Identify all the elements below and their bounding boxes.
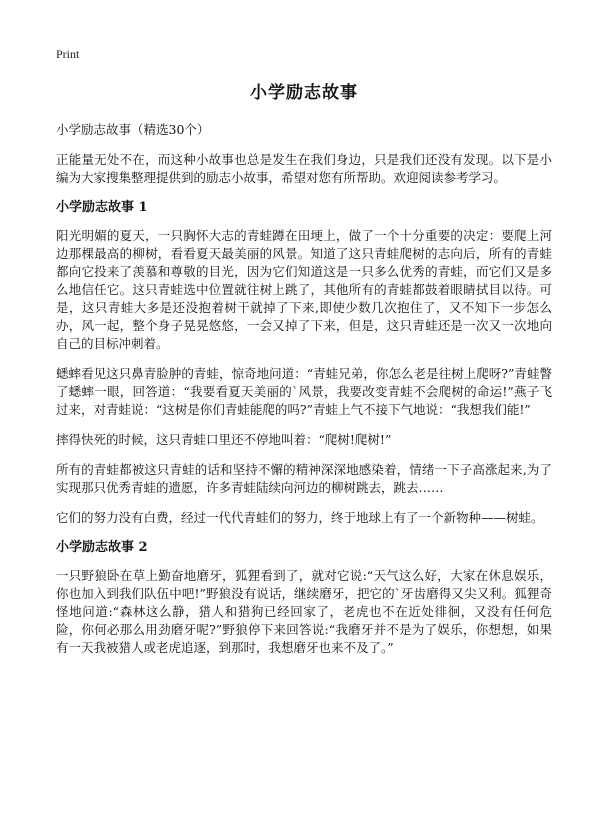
document-body: [56, 78, 552, 669]
story-2-paragraph-1: 一只野狼卧在草上勤奋地磨牙，狐狸看到了，就对它说:“天气这么好，大家在休息娱乐，你也加入到我们队伍中吧!”野狼没有说话，继续磨牙，把它的`牙齿磨得又尖又利。狐狸奇怪地问道:“森林这么静，猎人和猎狗已经回家了，老虎也不在近处徘徊，又没有任何危险，你何必那么用劲磨牙呢?”野狼停下来回答说:“我磨牙并不是为了娱乐，你想想，如果有一天我被猎人或老虎追逐，到那时，我想磨牙也来不及了。”: [56, 568, 552, 655]
section-heading-1: 小学励志故事 1: [56, 200, 148, 215]
story-1-paragraph-5: 它们的努力没有白费，经过一代代青蛙们的努力，终于地球上有了一个新物种——树蛙。: [56, 510, 544, 525]
story-1-paragraph-2: 蟋蟀看见这只鼻青脸肿的青蛙，惊奇地问道：“青蛙兄弟，你怎么老是往树上爬呀?”青蛙瞥了蟋蟀一眼，回答道：“我要看夏天美丽的`风景，我要改变青蛙不会爬树的命运!”燕子飞过来，对青蛙说：“这树是你们青蛙能爬的吗?”青蛙上气不接下气地说：“我想我们能!”: [56, 366, 552, 417]
document-subtitle: 小学励志故事（精选30个）: [56, 122, 210, 137]
section-heading-2: 小学励志故事 2: [56, 540, 148, 555]
intro-paragraph: 正能量无处不在，而这种小故事也总是发生在我们身边，只是我们还没有发现。以下是小编为大家搜集整理提供到的励志小故事，希望对您有所帮助。欢迎阅读参考学习。: [56, 152, 552, 185]
story-1-paragraph-4: 所有的青蛙都被这只青蛙的话和坚持不懈的精神深深地感染着，情绪一下子高涨起来,为了实现那只优秀青蛙的遗愿，许多青蛙陆续向河边的柳树跳去，跳去……: [56, 462, 552, 495]
print-link[interactable]: Print: [56, 47, 80, 61]
story-1-paragraph-1: 阳光明媚的夏天，一只胸怀大志的青蛙蹲在田埂上，做了一个十分重要的决定：要爬上河边那棵最高的柳树，看看夏天最美丽的风景。知道了这只青蛙爬树的志向后，所有的青蛙都向它投来了羡慕和尊敬的目光，因为它们知道这是一只多么优秀的青蛙，而它们又是多么地信任它。这只青蛙选中位置就往树上跳了，其他所有的青蛙都鼓着眼睛拭目以待。可是，这只青蛙大多是还没抱着树干就掉了下来,即使少数几次抱住了，又不知下一步怎么办，风一起，整个身子晃晃悠悠，一会又掉了下来，但是，这只青蛙还是一次又一次地向自己的目标冲刺着。: [56, 228, 552, 351]
page-title: 小学励志故事: [250, 83, 358, 103]
story-1-paragraph-3: 摔得快死的时候，这只青蛙口里还不停地叫着：“爬树!爬树!”: [56, 432, 392, 447]
